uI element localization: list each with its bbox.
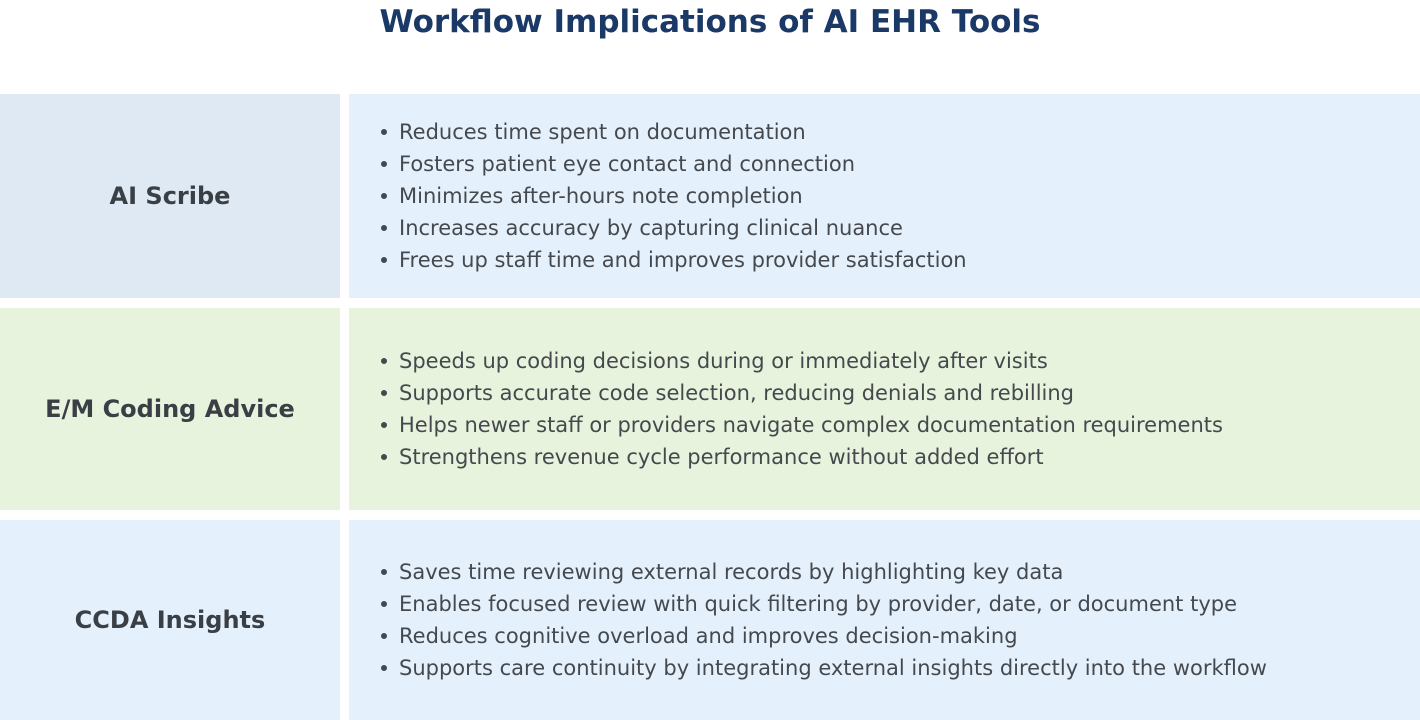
row-content-ccda-insights — [349, 520, 1420, 720]
list-item: Minimizes after-hours note completion — [381, 180, 967, 212]
bullet-list — [349, 345, 1223, 473]
list-item: Frees up staff time and improves provider satisfaction — [381, 244, 967, 276]
row-label-em-coding-advice: E/M Coding Advice — [0, 308, 340, 510]
row-content-ai-scribe — [349, 94, 1420, 298]
row-label-ccda-insights: CCDA Insights — [0, 520, 340, 720]
list-item: Helps newer staff or providers navigate complex documentation requirements — [381, 409, 1223, 441]
list-item: Saves time reviewing external records by highlighting key data — [381, 556, 1267, 588]
list-item: Enables focused review with quick filtering by provider, date, or document type — [381, 588, 1267, 620]
row-em-coding-advice — [0, 308, 1420, 510]
row-content-em-coding-advice — [349, 308, 1420, 510]
list-item: Supports care continuity by integrating external insights directly into the workflow — [381, 652, 1267, 684]
bullet-list — [349, 556, 1267, 684]
list-item: Strengthens revenue cycle performance without added effort — [381, 441, 1223, 473]
list-item: Supports accurate code selection, reducing denials and rebilling — [381, 377, 1223, 409]
row-ccda-insights — [0, 520, 1420, 720]
row-label-ai-scribe: AI Scribe — [0, 94, 340, 298]
list-item: Reduces cognitive overload and improves decision-making — [381, 620, 1267, 652]
list-item: Fosters patient eye contact and connection — [381, 148, 967, 180]
row-ai-scribe — [0, 94, 1420, 298]
page-title: Workflow Implications of AI EHR Tools — [379, 4, 1041, 40]
list-item: Speeds up coding decisions during or immediately after visits — [381, 345, 1223, 377]
bullet-list — [349, 116, 967, 276]
list-item: Increases accuracy by capturing clinical nuance — [381, 212, 967, 244]
list-item: Reduces time spent on documentation — [381, 116, 967, 148]
